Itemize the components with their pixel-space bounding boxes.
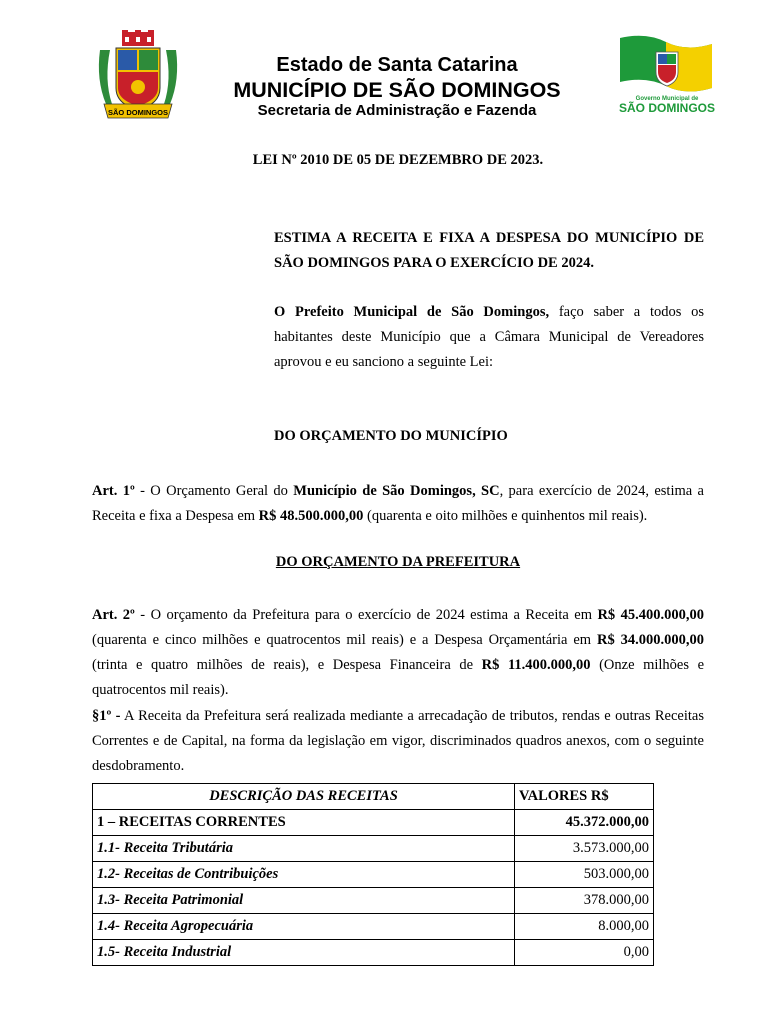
section-heading-prefeitura: DO ORÇAMENTO DA PREFEITURA [275, 554, 521, 570]
preamble [274, 300, 704, 375]
table-cell-description: 1 – RECEITAS CORRENTES [93, 810, 515, 836]
table-cell-value: 8.000,00 [515, 914, 654, 940]
article-2 [92, 603, 704, 703]
crest-banner-text: SÃO DOMINGOS [107, 108, 169, 117]
table-cell-value: 3.573.000,00 [515, 836, 654, 862]
table-row [93, 836, 654, 862]
article-1-bold-amount: R$ 48.500.000,00 [258, 508, 364, 524]
government-logo-icon [616, 32, 718, 118]
article-2-label: Art. 2º [92, 607, 135, 623]
article-2-text: (quarenta e cinco milhões e quatrocentos mil reais) e a Despesa Orçamentária em [92, 632, 597, 648]
gov-logo-big-text: SÃO DOMINGOS [618, 101, 716, 115]
preamble-text: faço saber a todos os habitantes deste Município que a Câmara Municipal de Vereadores aprovou e eu sanciono a seguinte Lei: [274, 304, 704, 370]
article-1-bold-municipio: Município de São Domingos, SC [293, 483, 500, 499]
table-cell-description: 1.4- Receita Agropecuária [93, 914, 515, 940]
law-title: LEI Nº 2010 DE 05 DE DEZEMBRO DE 2023. [252, 152, 544, 168]
table-cell-description: 1.1- Receita Tributária [93, 836, 515, 862]
table-row [93, 862, 654, 888]
paragraph-1-text: A Receita da Prefeitura será realizada mediante a arrecadação de tributos, rendas e outras Receitas Correntes e de Capital, na forma da legislação em vigor, discriminados quadros anexos, com o seguinte desdobramento. [92, 708, 704, 774]
table-cell-value: 45.372.000,00 [515, 810, 654, 836]
preamble-bold: O Prefeito Municipal de São Domingos, [274, 304, 550, 320]
article-1-text: (quarenta e oito milhões e quinhentos mil reais). [363, 508, 648, 524]
revenue-table [92, 783, 654, 966]
table-cell-description: 1.5- Receita Industrial [93, 940, 515, 966]
law-ementa: ESTIMA A RECEITA E FIXA A DESPESA DO MUNICÍPIO DE SÃO DOMINGOS PARA O EXERCÍCIO DE 2024. [274, 230, 704, 271]
table-cell-value: 0,00 [515, 940, 654, 966]
table-header-description: DESCRIÇÃO DAS RECEITAS [93, 784, 515, 810]
table-row [93, 914, 654, 940]
article-2-text: - O orçamento da Prefeitura para o exercício de 2024 estima a Receita em [134, 607, 598, 623]
article-1-label: Art. 1º [92, 483, 135, 499]
article-2-text: (trinta e quatro milhões de reais), e Despesa Financeira de [92, 657, 482, 673]
table-header-row [93, 784, 654, 810]
section-heading-municipio: DO ORÇAMENTO DO MUNICÍPIO [274, 428, 508, 444]
table-row [93, 810, 654, 836]
article-2-text: (Onze milhões e quatrocentos mil reais). [92, 657, 705, 698]
paragraph-1-label: §1º - [92, 708, 121, 724]
paragraph-1 [92, 704, 704, 779]
article-2-bold-amount: R$ 45.400.000,00 [597, 607, 704, 623]
table-header-values: VALORES R$ [515, 784, 654, 810]
municipal-coat-of-arms-icon [92, 30, 184, 120]
article-1-text: - O Orçamento Geral do [134, 483, 294, 499]
table-cell-value: 503.000,00 [515, 862, 654, 888]
header-state: Estado de Santa Catarina [276, 54, 518, 76]
header-secretariat: Secretaria de Administração e Fazenda [257, 102, 537, 119]
article-2-bold-amount: R$ 11.400.000,00 [481, 657, 591, 673]
article-1-text: , para exercício de 2024, estima a Receita e fixa a Despesa em [92, 483, 704, 524]
letterhead [0, 24, 768, 124]
article-2-bold-amount: R$ 34.000.000,00 [596, 632, 704, 648]
table-cell-description: 1.2- Receitas de Contribuições [93, 862, 515, 888]
gov-logo-small-text: Governo Municipal de [635, 96, 699, 102]
header-municipality: MUNICÍPIO DE SÃO DOMINGOS [233, 78, 561, 102]
article-1 [92, 479, 704, 529]
table-row [93, 940, 654, 966]
table-cell-description: 1.3- Receita Patrimonial [93, 888, 515, 914]
table-row [93, 888, 654, 914]
table-cell-value: 378.000,00 [515, 888, 654, 914]
